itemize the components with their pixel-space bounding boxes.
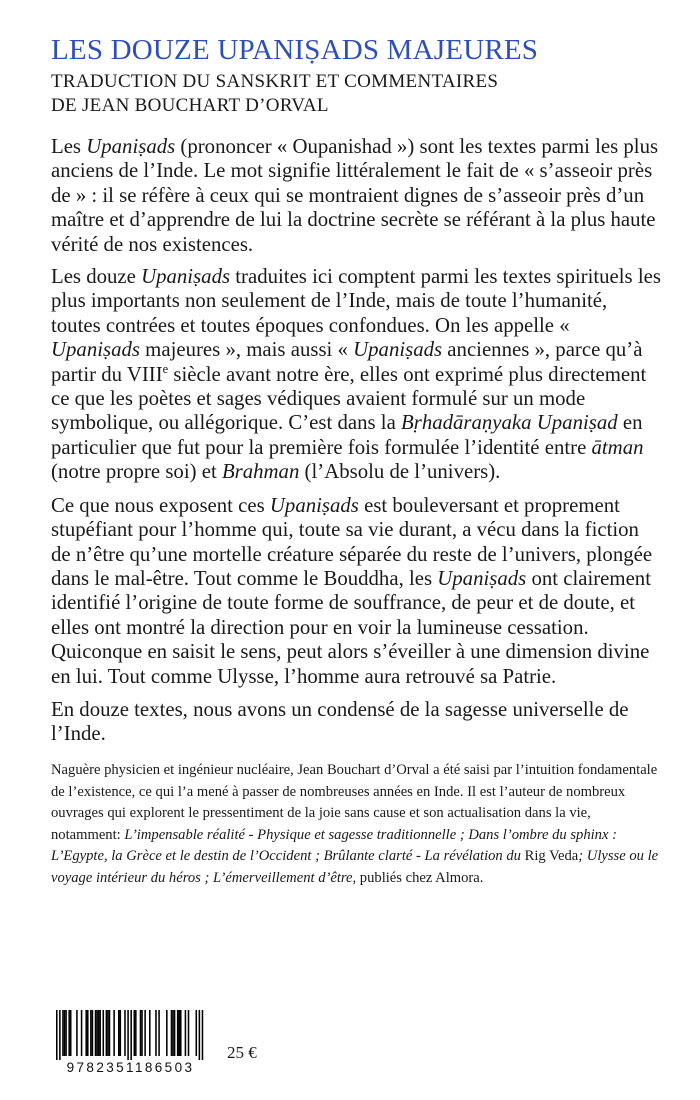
barcode-bar [171,1010,173,1056]
text-run: publiés chez Almora. [356,869,484,886]
barcode-bar [87,1010,89,1056]
barcode-bar [155,1010,157,1056]
barcode-bar [107,1010,109,1056]
barcode-bar [172,1010,174,1056]
barcode-bars [53,1010,213,1062]
author-bio [51,760,663,890]
text-run: En douze textes, nous avons un condensé de la sagesse universelle de l’Inde. [51,697,629,746]
barcode-bar [120,1010,122,1056]
subtitle-line-1: TRADUCTION DU SANSKRIT ET COMMENTAIRES [51,71,499,92]
text-run: Ce que nous exposent ces [51,493,270,517]
barcode-bar [135,1010,137,1056]
barcode-bar [113,1010,115,1056]
barcode-bar [92,1010,94,1056]
barcode-bar [106,1010,108,1056]
barcode-bar [81,1010,83,1056]
text-run: est bouleversant et proprement stupéfiant pour l’homme qui, toute sa vie durant, a vécu dans la fiction de n’être qu’une mortelle créature séparée du reste de l’univers, plongée dans le mal-être. Tout comme le Bouddha, les [51,493,653,590]
barcode-bar [65,1010,67,1056]
barcode-bar [177,1010,179,1056]
barcode-bar [141,1010,143,1056]
barcode-bar [64,1010,66,1056]
barcode-bar [85,1010,87,1056]
italic-text: L’impensable réalité - Physique et sagesse traditionnelle ; Dans l’ombre du sphinx : L’Egypte, la Grèce et le destin de l’Occident ; Brûlante clarté - La révélation du [51,826,617,865]
italic-text: ātman [591,435,644,459]
barcode-bar [140,1010,142,1056]
text-run: Naguère physicien et ingénieur nucléaire, Jean Bouchart d’Orval a été saisi par l’intuition fondamentale de l’existence, ce qui l’a mené à passer de nombreuses années en Inde. Il est l’auteur de nombreux ouvrages qui explorent le pressentiment de la joie sans cause et son actualisation dans la vie, notamment: [51,762,658,843]
barcode-bar [180,1010,182,1056]
book-title: LES DOUZE UPANIṢADS MAJEURES [51,34,539,66]
barcode-bar [202,1010,204,1060]
blurb [51,135,661,756]
italic-text: Bṛhadāraṇyaka Upaniṣad [401,411,618,435]
barcode-bar [68,1010,70,1056]
barcode-bar [109,1010,111,1056]
blurb-paragraph-4 [51,698,661,747]
barcode-bar [196,1010,198,1056]
text-run: (l’Absolu de l’univers). [299,460,501,484]
barcode-bar [199,1010,201,1060]
barcode-bar [118,1010,120,1056]
text-run: ont clairement identifié l’origine de toute forme de souffrance, de peur et de doute, et elles ont montré la direction pour en voir la lumineuse cessation. Quiconque en saisit le sens, peut alors s’éveiller à une dimension divine en lui. Tout comme Ulysse, l’homme aura retrouvé sa Patrie. [51,566,651,688]
barcode-bar [158,1010,160,1056]
italic-text: ; Ulysse ou le voyage intérieur du héros ; L’émerveillement d’être, [51,848,659,886]
isbn-number: 9782351186503 [66,1060,195,1075]
text-run: (notre propre soi) et [51,460,222,484]
barcode-bar [185,1010,187,1056]
subtitle-line-2: DE JEAN BOUCHART D’ORVAL [51,95,329,116]
barcode-bar [166,1010,168,1056]
barcode-bar [59,1010,61,1060]
barcode-bar [174,1010,176,1056]
cover-header [51,34,671,117]
barcode-bar [95,1010,97,1056]
italic-text: Upaniṣads [269,493,359,517]
price: 25 € [227,1043,257,1062]
italic-text: Upaniṣads [51,338,140,362]
isbn-barcode [53,1010,213,1090]
text-run: anciennes », parce qu’à partir du VIII [51,338,643,386]
barcode-bar [149,1010,151,1056]
superscript-text: e [162,361,169,376]
barcode-bar [96,1010,98,1056]
italic-text: Upaniṣads [86,135,176,158]
blurb-paragraph-2 [51,265,661,485]
italic-text: Upaniṣads [437,566,527,590]
italic-text: Brahman [221,460,300,484]
text-run: (prononcer « Oupanishad ») sont les textes parmi les plus anciens de l’Inde. Le mot signifie littéralement le fait de « s’asseoir près de » : il se réfère à ceux qui se montraient dignes de s’asseoir près d’un maître et d’apprendre de lui la doctrine secrète se référant à la plus haute vérité de nos existences. [51,135,659,256]
barcode-bar [90,1010,92,1056]
barcode-bar [98,1010,100,1056]
text-run: traduites ici comptent parmi les textes spirituels les plus importants non seulement de l’Inde, mais de toute l’humanité, toutes contrées et toutes époques confondues. On les appelle « [51,265,661,337]
barcode-bar [76,1010,78,1056]
text-run: majeures », mais aussi « [139,338,354,362]
barcode-bar [144,1010,146,1056]
barcode-bar [178,1010,180,1056]
barcode-bar [62,1010,64,1056]
text-run: Les douze [51,265,142,289]
blurb-paragraph-3 [51,494,661,689]
barcode-bar [56,1010,58,1060]
text-run: Les [51,135,87,158]
barcode-bar [127,1010,129,1060]
barcode-bar [103,1010,105,1056]
italic-text: Upaniṣads [141,265,231,289]
text-run: siècle avant notre ère, elles ont exprimé plus directement ce que les poètes et sages védiques avaient formulé sur un mode symbolique, ou allégorique. C’est dans la [51,362,647,435]
barcode-bar [70,1010,72,1056]
barcode-bar [99,1010,101,1056]
text-run: Rig Veda [520,848,579,865]
barcode-bar [188,1010,190,1056]
text-run: en particulier que fut pour la première fois formulée l’identité entre [51,411,643,459]
barcode-bar [124,1010,126,1056]
italic-text: Upaniṣads [353,338,443,362]
barcode-bar [134,1010,136,1056]
barcode-bar [130,1010,132,1060]
blurb-paragraph-1 [51,135,661,257]
